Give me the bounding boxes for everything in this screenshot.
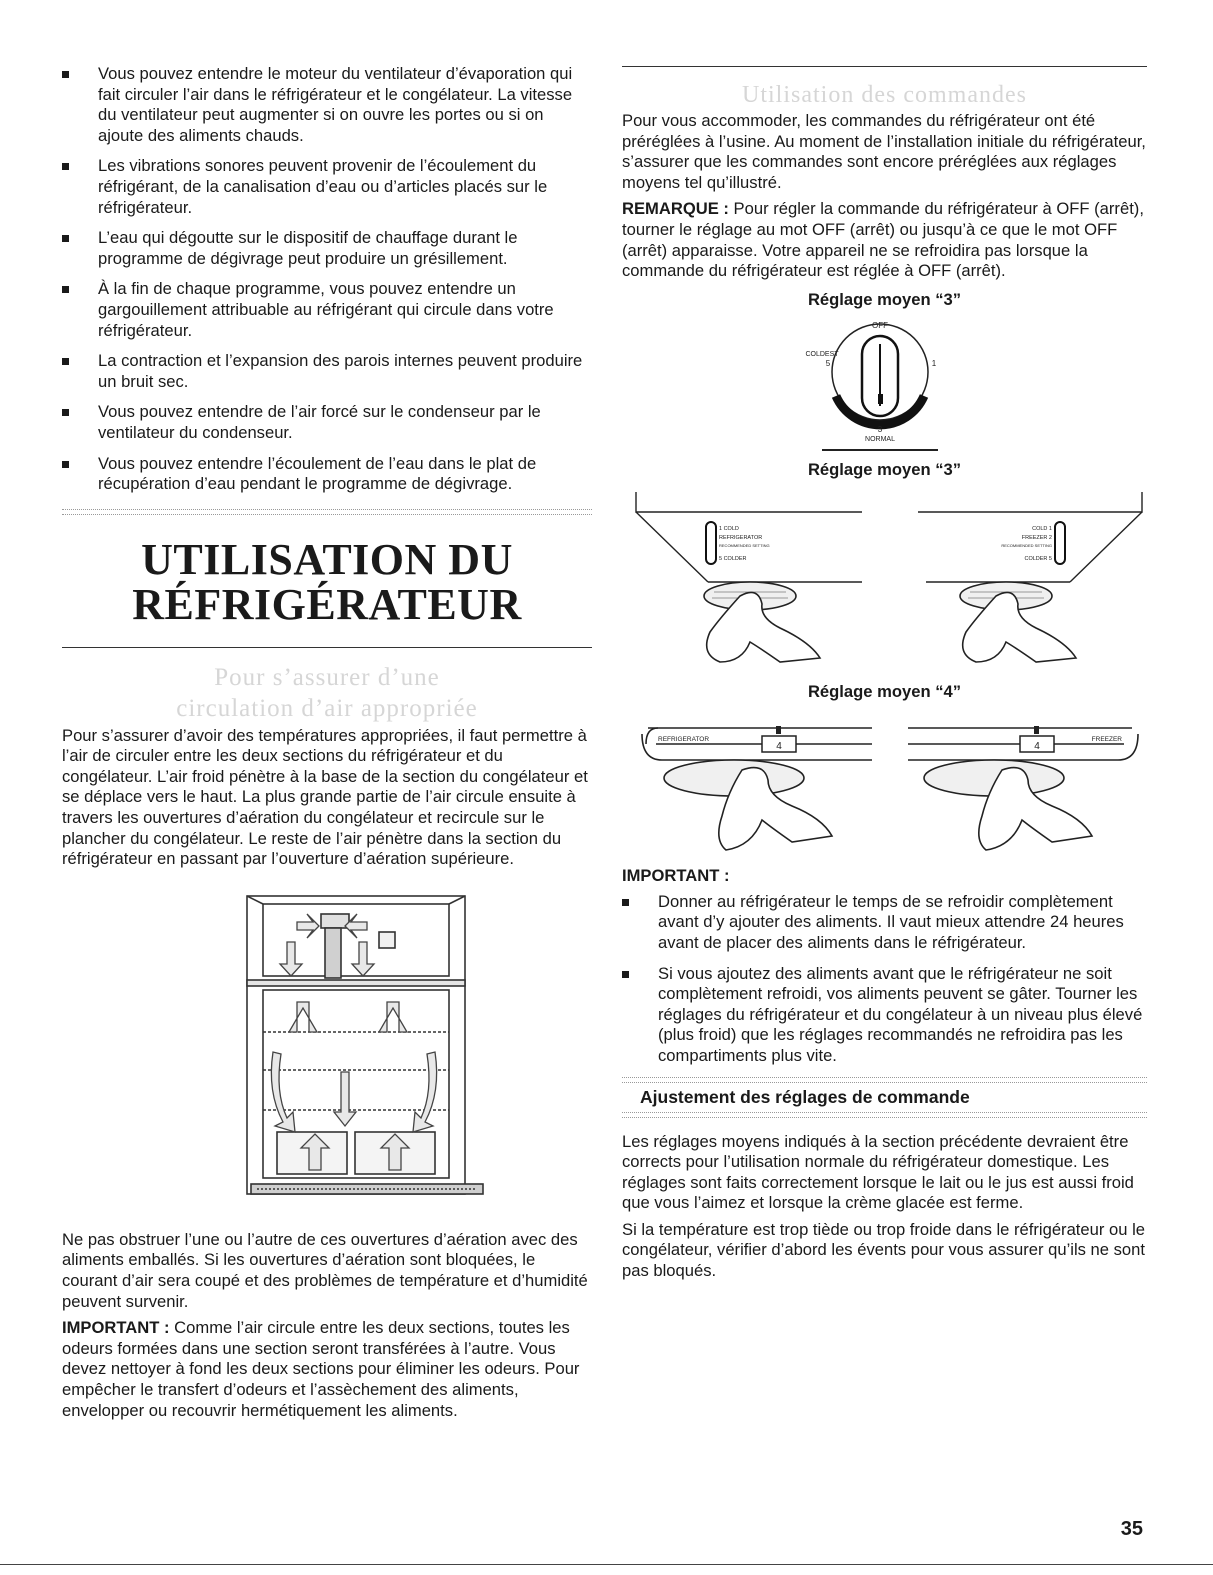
subheading-adjust: Ajustement des réglages de commande [640,1086,970,1107]
list-item: Donner au réfrigérateur le temps de se refroidir complètement avant d’y ajouter des aliments. Il vaut mieux attendre 24 heures avant de placer des aliments dans le réfrigérateur. [622,892,1147,954]
ghost-heading-controls: Utilisation des commandes [742,82,1027,108]
panel-left-line2: REFRIGERATOR [719,534,763,541]
dial-label-1: 1 [931,358,937,368]
controls-rule [622,66,1147,67]
caption-slider: Réglage moyen “4” [807,681,962,701]
adjust-paragraph: Les réglages moyens indiqués à la section précédente devraient être corrects pour l’utilisation normale du réfrigérateur domestique. Les réglages sont faits correctement lorsque le lait ou le jus est aussi froid que vous l’aimez et lorsque la crème glacée est ferme. [622,1131,1134,1213]
title-rule [62,647,592,648]
noise-bullet-list [62,64,592,495]
caption-panel: Réglage moyen “3” [807,459,962,479]
section-title: UTILISATION DU RÉFRIGÉRATEUR [132,534,522,629]
list-item: Vous pouvez entendre le moteur du ventilateur d’évaporation qui fait circuler l’air dans le réfrigérateur et le congélateur. La vitesse du ventilateur peut augmenter si on ouvre les portes ou si on ajoute des aliments chauds. [62,64,592,146]
slider-illustration [622,714,1147,864]
slider-right-value: 4 [1034,740,1040,752]
odors-text: Comme l’air circule entre les deux sections, toutes les odeurs formées dans une section seront transférées à l’autre. Vous devez nettoyer à fond les deux sections pour éliminer les odeurs. Pour empêcher le transfert d’odeurs et l’assèchement des aliments, envelopper ou recouvrir hermétiquement les aliments. [62,1318,580,1420]
panel-left-line1: 1 COLD [719,525,739,532]
slider-left-value: 4 [776,740,782,752]
footer-rule [0,1564,1213,1565]
panel-left-line3: RECOMMENDED SETTING [719,542,770,548]
remark-text: Pour régler la commande du réfrigérateur à OFF (arrêt), tourner le réglage au mot OFF (arrêt) ou jusqu’à ce que le mot OFF (arrêt) apparaisse. Votre appareil ne se refroidira pas lorsque la commande du réfrigérateur est réglée à OFF (arrêt). [622,199,1144,281]
list-item: L’eau qui dégoutte sur le dispositif de chauffage durant le programme de dégivrage peut produire un grésillement. [62,228,592,269]
ghost-heading-airflow: Pour s’assurer d’une circulation d’air appropriée [176,663,478,722]
dial-label-5: 5 [825,358,831,368]
left-column [62,0,592,1421]
list-item: À la fin de chaque programme, vous pouvez entendre un gargouillement attribuable au réfrigérant qui circule dans votre réfrigérateur. [62,279,592,341]
airflow-paragraph: Pour s’assurer d’avoir des températures appropriées, il faut permettre à l’air de circuler entre les deux sections du réfrigérateur et du congélateur. L’air froid pénètre à la base de la section du congélateur et se déplace vers le haut. La plus grande partie de l’air circule ensuite à travers les ouvertures d’aération du congélateur et recircule sur le plancher du congélateur. Le reste de l’air pénètre dans la section du réfrigérateur en passant par l’ouverture d’aération supérieure. [62,725,588,869]
dial-label-coldest: COLDEST [805,350,839,358]
dial-label-normal: NORMAL [865,435,895,443]
important-bullet-list [622,892,1147,1067]
list-item: Les vibrations sonores peuvent provenir de l’écoulement du réfrigérant, de la canalisation d’eau ou d’articles placés sur le réfrigérateur. [62,156,592,218]
vents-paragraph: Ne pas obstruer l’une ou l’autre de ces ouvertures d’aération avec des aliments emballés. Si les ouvertures d’aération sont bloquées, le courant d’air sera coupé et des problèmes de température et d’humidité peuvent survenir. [62,1229,588,1311]
panel-right-line3: RECOMMENDED SETTING [1001,542,1052,548]
right-column [622,0,1147,1282]
dotted-divider [622,1077,1147,1083]
remark-label: REMARQUE : [622,199,729,219]
slider-left-label: REFRIGERATOR [658,735,710,743]
list-item: Si vous ajoutez des aliments avant que le réfrigérateur ne soit complètement refroidi, vos aliments peuvent se gâter. Tourner les réglages du réfrigérateur et du congélateur à un niveau plus élevé (plus froid) que les réglages recommandés ne refroidira pas les compartiments plus vite. [622,964,1147,1067]
panel-left-line4: 5 COLDER [719,555,747,562]
slider-right-label: FREEZER [1091,735,1122,743]
airflow-illustration [237,892,497,1210]
list-item: Vous pouvez entendre l’écoulement de l’eau dans le plat de récupération d’eau pendant le programme de dégivrage. [62,454,592,495]
panel-right-line4: COLDER 5 [1024,555,1052,562]
dial-label-3: 3 [877,424,883,434]
page-number: 35 [1120,1518,1143,1540]
dial-label-off: OFF [872,320,888,330]
controls-paragraph: Pour vous accommoder, les commandes du réfrigérateur ont été préréglées à l’usine. Au moment de l’installation initiale du réfrigérateur, s’assurer que les commandes sont encore préréglées aux réglages moyens tel qu’illustré. [622,111,1146,192]
dotted-divider [62,509,592,515]
caption-dial: Réglage moyen “3” [807,289,962,309]
panel-right-line2: FREEZER 2 [1021,534,1052,541]
dial-illustration [622,314,1147,456]
remark-paragraph [622,199,1147,281]
list-item: La contraction et l’expansion des parois internes peuvent produire un bruit sec. [62,351,592,392]
dotted-divider [622,1112,1147,1118]
important-heading: IMPORTANT : [622,865,730,885]
panel-illustration [622,492,1147,664]
panel-right-line1: COLD 1 [1032,525,1052,532]
temperature-paragraph: Si la température est trop tiède ou trop froide dans le réfrigérateur ou le congélateur, vérifier d’abord les évents pour vous assurer qu’ils ne sont pas bloqués. [622,1219,1145,1281]
important-label: IMPORTANT : [62,1318,170,1338]
odors-paragraph [62,1318,592,1421]
list-item: Vous pouvez entendre de l’air forcé sur le condenseur par le ventilateur du condenseur. [62,402,592,443]
